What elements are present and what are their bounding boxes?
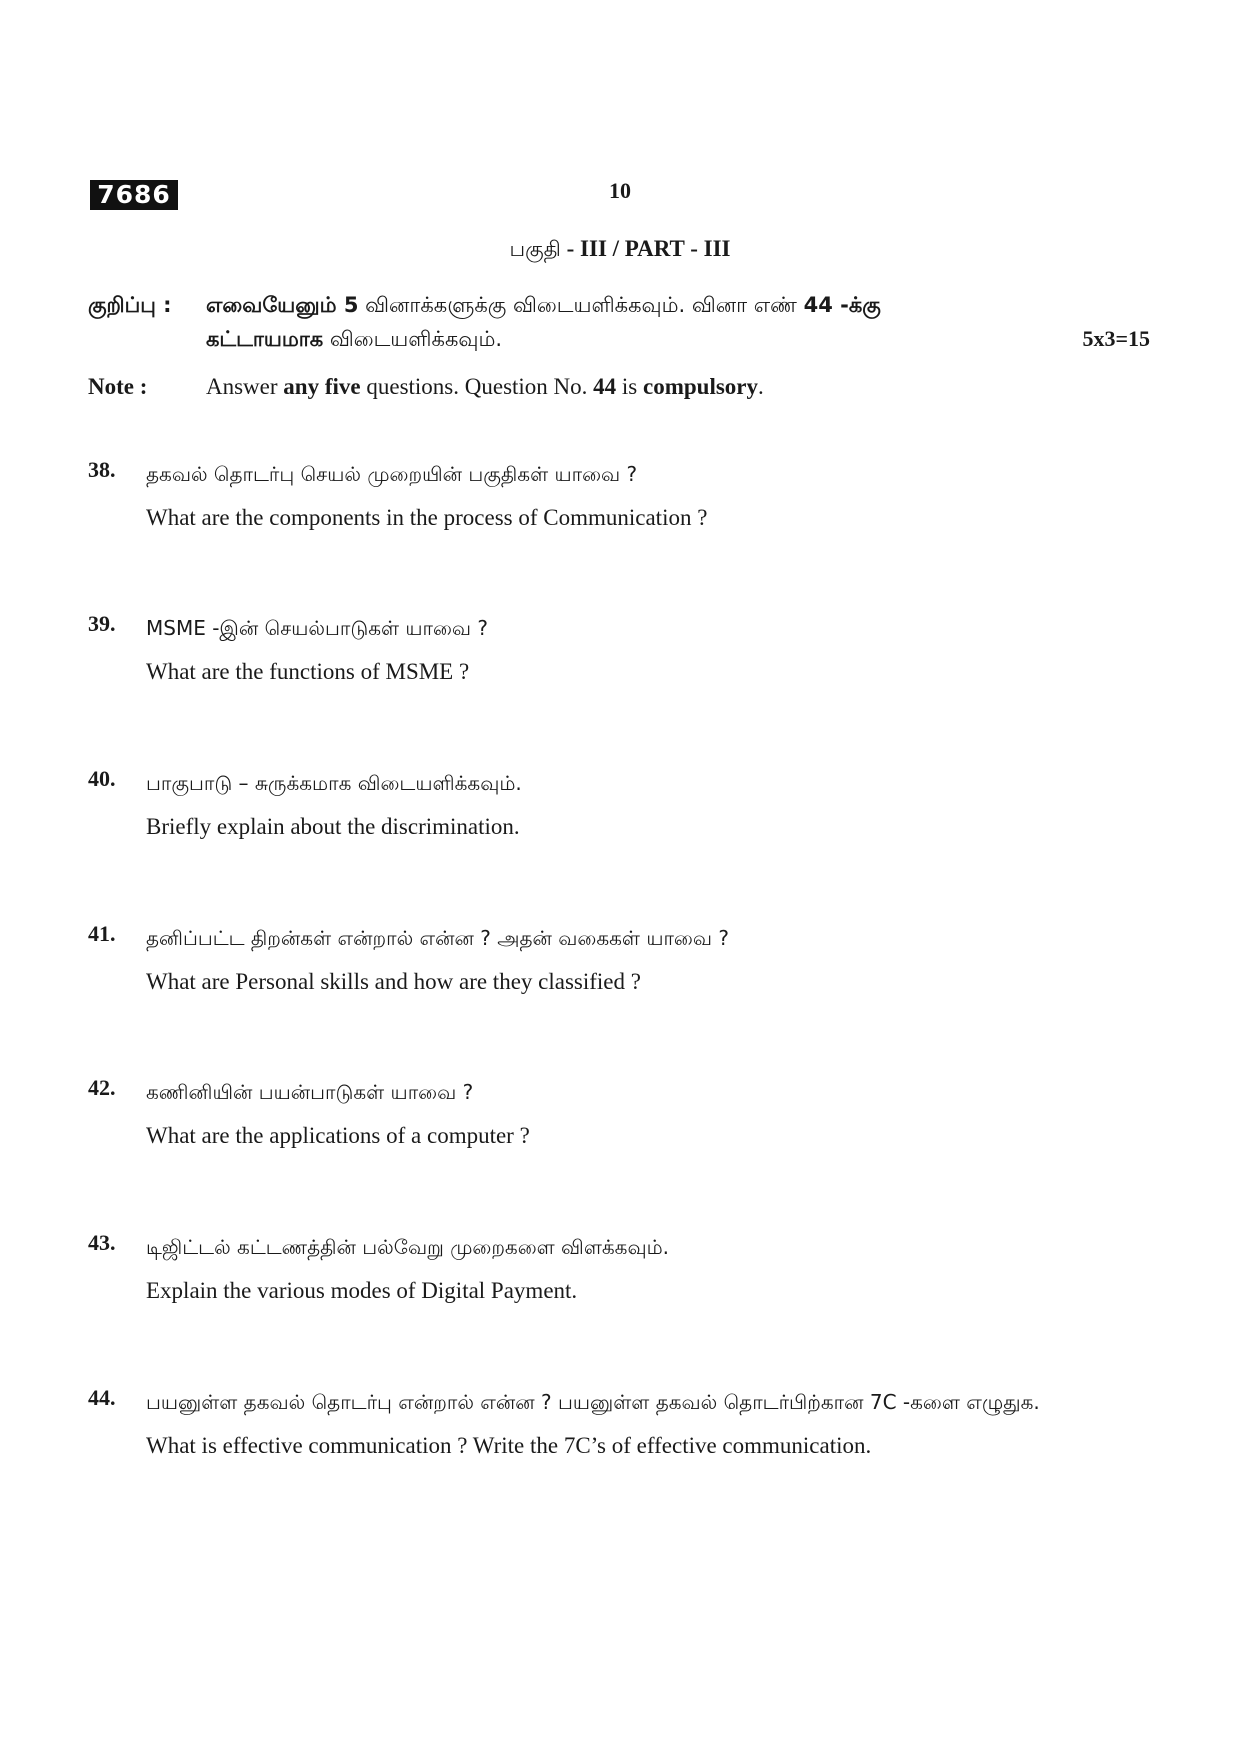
question-number: 42. [88,1075,116,1100]
part-heading-english: - III / PART - III [560,236,731,261]
note-tamil-line-2 [88,322,1150,356]
question-text-tamil: டிஜிட்டல் கட்டணத்தின் பல்வேறு முறைகளை விளக்கவும். [146,1235,670,1259]
note-english-text-1: Answer [206,374,284,399]
question-text-english: What are Personal skills and how are they classified ? [146,969,641,994]
note-tamil-text-2: விடையளிக்கவும். [323,327,503,351]
question-text-tamil: பயனுள்ள தகவல் தொடர்பு என்றால் என்ன ? பயனுள்ள தகவல் தொடர்பிற்கான 7C -களை எழுதுக. [146,1390,1040,1414]
question-38 [88,455,1150,533]
question-text-english: Explain the various modes of Digital Payment. [146,1278,578,1303]
part-heading [0,236,1240,264]
note-english-text-3: is [616,374,644,399]
note-english-label: Note : [88,374,148,399]
question-42 [88,1073,1150,1151]
note-english [88,372,1150,402]
note-english-text-2: questions. Question No. [360,374,594,399]
question-text-english: Briefly explain about the discrimination. [146,814,520,839]
note-english-bold-1: any five [283,374,361,399]
question-text-english: What are the applications of a computer ? [146,1123,530,1148]
question-number: 44. [88,1385,116,1410]
note-tamil-bold-3: கட்டாயமாக [206,327,324,351]
question-41 [88,919,1150,997]
question-text-tamil: MSME -இன் செயல்பாடுகள் யாவை ? [146,616,489,640]
question-44 [88,1383,1150,1461]
question-number: 38. [88,457,116,482]
question-number: 43. [88,1230,116,1255]
question-text-english: What are the functions of MSME ? [146,659,470,684]
marks-allocation: 5x3=15 [1082,326,1150,351]
question-number: 41. [88,921,116,946]
question-text-tamil: தனிப்பட்ட திறன்கள் என்றால் என்ன ? அதன் வகைகள் யாவை ? [146,926,729,950]
question-text-tamil: தகவல் தொடர்பு செயல் முறையின் பகுதிகள் யாவை ? [146,462,638,486]
question-text-tamil: பாகுபாடு – சுருக்கமாக விடையளிக்கவும். [146,771,522,795]
note-tamil [88,288,1150,356]
question-40 [88,764,1150,842]
question-39 [88,609,1150,687]
note-tamil-label: குறிப்பு : [88,293,172,317]
paper-code-badge: 7686 [90,180,178,210]
question-text-english: What is effective communication ? Write the 7C’s of effective communication. [146,1433,872,1458]
note-english-text-4: . [758,374,764,399]
note-tamil-bold-2: 44 -க்கு [803,293,881,317]
question-text-tamil: கணினியின் பயன்பாடுகள் யாவை ? [146,1080,474,1104]
note-tamil-text-1: வினாக்களுக்கு விடையளிக்கவும். வினா எண் [358,293,804,317]
note-english-bold-3: compulsory [643,374,759,399]
note-english-bold-2: 44 [593,374,617,399]
page-number: 10 [609,178,631,203]
question-43 [88,1228,1150,1306]
note-tamil-bold-1: எவையேனும் 5 [206,293,359,317]
question-number: 40. [88,766,116,791]
question-number: 39. [88,611,116,636]
part-heading-tamil: பகுதி [509,237,561,261]
question-text-english: What are the components in the process of Communication ? [146,505,708,530]
note-tamil-line-1 [88,288,1150,322]
